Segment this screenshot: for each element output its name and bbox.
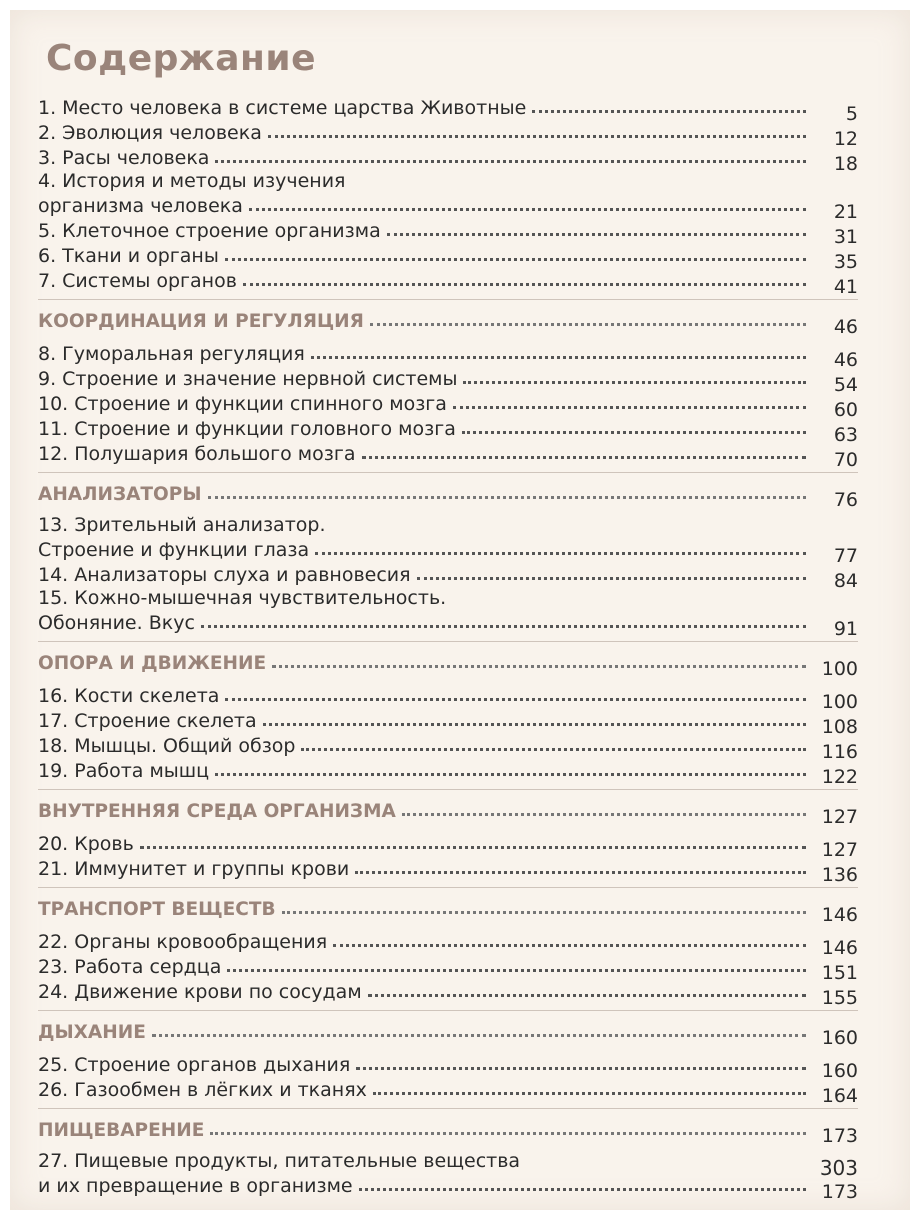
toc-entry <box>38 978 858 1009</box>
entry-page-number: 63 <box>833 424 858 446</box>
toc-entry <box>38 192 858 223</box>
dot-leader <box>368 994 806 997</box>
entry-page-number: 76 <box>833 489 858 511</box>
dot-leader <box>263 723 806 726</box>
entry-title: Обоняние. Вкус <box>38 612 195 634</box>
section-divider <box>38 1010 858 1011</box>
entry-title: 26. Газообмен в лёгких и тканях <box>38 1079 367 1101</box>
entry-page-number: 100 <box>821 691 858 713</box>
page-number: 303 <box>819 1156 858 1180</box>
entry-title: 20. Кровь <box>38 833 134 855</box>
toc-entry <box>38 390 858 421</box>
entry-page-number: 146 <box>821 904 858 926</box>
section-divider <box>38 789 858 790</box>
toc-entry <box>38 757 858 788</box>
dot-leader <box>532 110 806 113</box>
toc-section-heading <box>38 894 858 926</box>
toc-entry <box>38 536 858 567</box>
entry-page-number: 160 <box>821 1060 858 1082</box>
dot-leader <box>272 665 806 668</box>
dot-leader <box>417 577 806 580</box>
toc-entry <box>38 415 858 446</box>
entry-page-number: 21 <box>833 201 858 223</box>
dot-leader <box>227 969 806 972</box>
entry-title: и их превращение в организме <box>38 1175 353 1197</box>
dot-leader <box>362 456 807 459</box>
section-spacer <box>38 920 858 928</box>
section-title: ТРАНСПОРТ ВЕЩЕСТВ <box>38 899 276 920</box>
dot-leader <box>210 1132 806 1135</box>
toc-section-heading <box>38 479 858 511</box>
dot-leader <box>249 208 806 211</box>
entry-title: 19. Работа мышц <box>38 760 210 782</box>
entry-page-number: 46 <box>833 349 858 371</box>
toc-entry <box>38 1051 858 1082</box>
section-divider <box>38 887 858 888</box>
dot-leader <box>402 813 806 816</box>
entry-page-number: 84 <box>833 570 858 592</box>
toc-entry <box>38 732 858 763</box>
entry-page-number: 18 <box>833 153 858 175</box>
entry-title: 6. Ткани и органы <box>38 245 219 267</box>
toc-entry <box>38 169 858 192</box>
toc-entry <box>38 830 858 861</box>
toc-section-heading <box>38 1017 858 1049</box>
entry-page-number: 146 <box>821 937 858 959</box>
dot-leader <box>373 1092 806 1095</box>
entry-page-number: 5 <box>845 103 858 125</box>
entry-page-number: 160 <box>821 1027 858 1049</box>
dot-leader <box>201 625 806 628</box>
dot-leader <box>225 258 806 261</box>
entry-page-number: 100 <box>821 658 858 680</box>
entry-page-number: 164 <box>821 1085 858 1107</box>
dot-leader <box>315 552 806 555</box>
dot-leader <box>333 944 806 947</box>
dot-leader <box>356 1067 806 1070</box>
dot-leader <box>370 323 806 326</box>
dot-leader <box>225 698 806 701</box>
toc-entry <box>38 119 858 150</box>
table-of-contents <box>38 94 858 1203</box>
toc-section-heading <box>38 648 858 680</box>
entry-page-number: 173 <box>821 1181 858 1203</box>
entry-page-number: 122 <box>821 766 858 788</box>
entry-title: 5. Клеточное строение организма <box>38 220 381 242</box>
entry-title: 10. Строение и функции спинного мозга <box>38 393 447 415</box>
page-title: Содержание <box>46 38 317 79</box>
entry-page-number: 151 <box>821 962 858 984</box>
section-title: ПИЩЕВАРЕНИЕ <box>38 1120 205 1141</box>
dot-leader <box>355 871 806 874</box>
entry-title: 13. Зрительный анализатор. <box>38 514 326 536</box>
toc-entry <box>38 928 858 959</box>
entry-page-number: 108 <box>821 716 858 738</box>
entry-page-number: 77 <box>833 545 858 567</box>
dot-leader <box>311 356 806 359</box>
section-title: ДЫХАНИЕ <box>38 1022 146 1043</box>
toc-entry <box>38 440 858 471</box>
toc-entry <box>38 707 858 738</box>
toc-entry <box>38 1076 858 1107</box>
section-title: ОПОРА И ДВИЖЕНИЕ <box>38 653 267 674</box>
section-spacer <box>38 505 858 513</box>
entry-title: 27. Пищевые продукты, питательные вещества <box>38 1150 521 1172</box>
entry-title: 2. Эволюция человека <box>38 122 262 144</box>
toc-entry <box>38 267 858 298</box>
entry-page-number: 136 <box>821 864 858 886</box>
toc-entry <box>38 1149 858 1172</box>
entry-title: 22. Органы кровообращения <box>38 931 328 953</box>
dot-leader <box>301 748 806 751</box>
entry-page-number: 46 <box>833 316 858 338</box>
section-divider <box>38 1108 858 1109</box>
entry-page-number: 127 <box>821 806 858 828</box>
entry-title: 8. Гуморальная регуляция <box>38 343 305 365</box>
toc-section-heading <box>38 796 858 828</box>
entry-page-number: 70 <box>833 449 858 471</box>
toc-entry <box>38 682 858 713</box>
dot-leader <box>282 911 806 914</box>
section-spacer <box>38 1141 858 1149</box>
toc-entry <box>38 586 858 609</box>
entry-title: 12. Полушария большого мозга <box>38 443 356 465</box>
book-page <box>10 10 910 1210</box>
entry-title: 11. Строение и функции головного мозга <box>38 418 456 440</box>
dot-leader <box>463 381 806 384</box>
dot-leader <box>215 773 806 776</box>
section-spacer <box>38 1043 858 1051</box>
dot-leader <box>359 1188 806 1191</box>
entry-page-number: 54 <box>833 374 858 396</box>
toc-entry <box>38 513 858 536</box>
entry-title: 15. Кожно-мышечная чувствительность. <box>38 587 447 609</box>
entry-page-number: 35 <box>833 251 858 273</box>
entry-page-number: 127 <box>821 839 858 861</box>
entry-title: 18. Мышцы. Общий обзор <box>38 735 296 757</box>
entry-page-number: 41 <box>833 276 858 298</box>
entry-page-number: 173 <box>821 1125 858 1147</box>
section-title: КООРДИНАЦИЯ И РЕГУЛЯЦИЯ <box>38 311 364 332</box>
entry-page-number: 12 <box>833 128 858 150</box>
section-title: ВНУТРЕННЯЯ СРЕДА ОРГАНИЗМА <box>38 801 396 822</box>
toc-section-heading <box>38 306 858 338</box>
toc-entry <box>38 1172 858 1203</box>
section-divider <box>38 299 858 300</box>
entry-title: организма человека <box>38 195 243 217</box>
entry-page-number: 155 <box>821 987 858 1009</box>
section-spacer <box>38 822 858 830</box>
toc-entry <box>38 340 858 371</box>
entry-title: 25. Строение органов дыхания <box>38 1054 351 1076</box>
section-title: АНАЛИЗАТОРЫ <box>38 484 202 505</box>
entry-title: 3. Расы человека <box>38 147 210 169</box>
entry-title: 7. Системы органов <box>38 270 237 292</box>
entry-title: 4. История и методы изучения <box>38 170 346 192</box>
entry-page-number: 31 <box>833 226 858 248</box>
entry-title: 23. Работа сердца <box>38 956 222 978</box>
toc-entry <box>38 144 858 175</box>
section-divider <box>38 641 858 642</box>
entry-title: 9. Строение и значение нервной системы <box>38 368 458 390</box>
entry-page-number: 60 <box>833 399 858 421</box>
entry-title: 16. Кости скелета <box>38 685 220 707</box>
dot-leader <box>268 135 806 138</box>
entry-title: 17. Строение скелета <box>38 710 257 732</box>
dot-leader <box>453 406 806 409</box>
dot-leader <box>462 431 806 434</box>
entry-title: 24. Движение крови по сосудам <box>38 981 362 1003</box>
section-spacer <box>38 674 858 682</box>
toc-entry <box>38 242 858 273</box>
toc-entry <box>38 855 858 886</box>
section-divider <box>38 472 858 473</box>
dot-leader <box>140 846 806 849</box>
entry-page-number: 91 <box>833 618 858 640</box>
dot-leader <box>243 283 806 286</box>
toc-section-heading <box>38 1115 858 1147</box>
toc-entry <box>38 953 858 984</box>
dot-leader <box>152 1034 806 1037</box>
entry-title: 1. Место человека в системе царства Животные <box>38 97 527 119</box>
toc-entry <box>38 94 858 125</box>
section-spacer <box>38 332 858 340</box>
dot-leader <box>215 160 806 163</box>
entry-title: 21. Иммунитет и группы крови <box>38 858 350 880</box>
toc-entry <box>38 217 858 248</box>
toc-entry <box>38 365 858 396</box>
entry-page-number: 116 <box>821 741 858 763</box>
toc-entry <box>38 609 858 640</box>
toc-entry <box>38 561 858 592</box>
dot-leader <box>387 233 806 236</box>
entry-title: 14. Анализаторы слуха и равновесия <box>38 564 411 586</box>
dot-leader <box>208 496 806 499</box>
entry-title: Строение и функции глаза <box>38 539 310 561</box>
